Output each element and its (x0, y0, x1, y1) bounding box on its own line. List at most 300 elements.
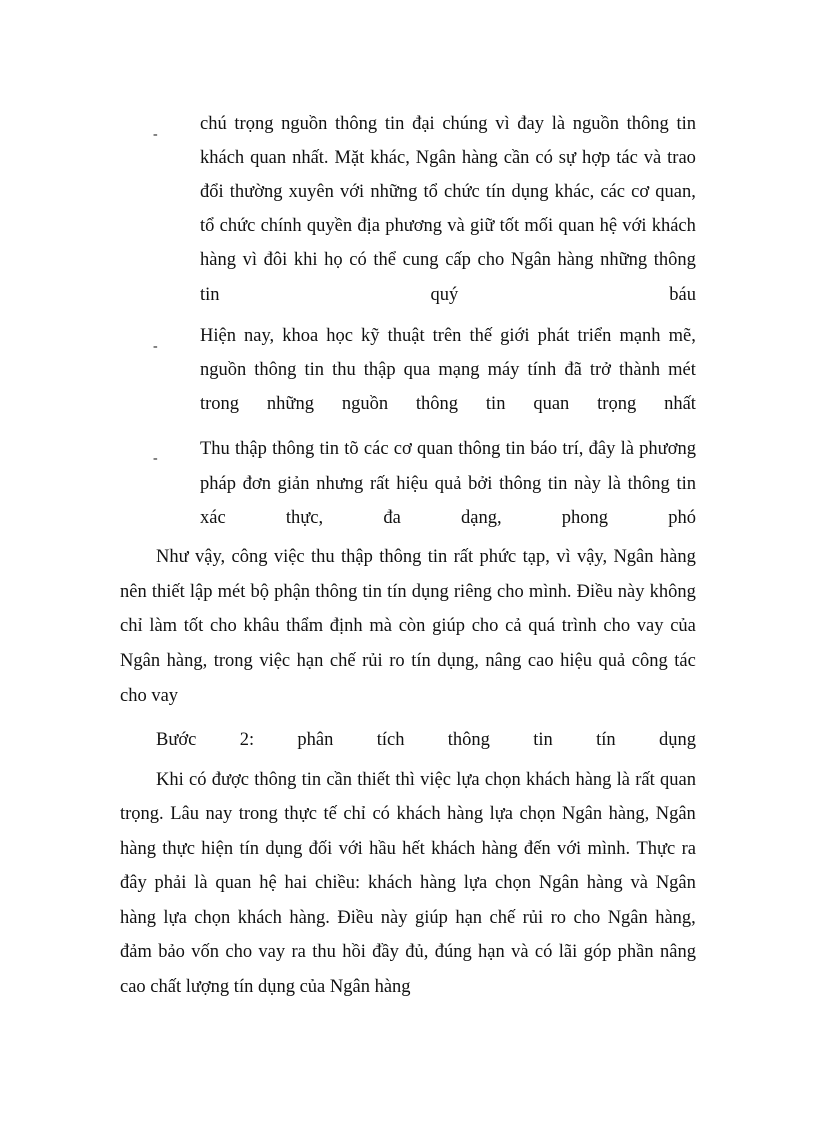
word: giúp (414, 908, 448, 928)
word: là (616, 770, 631, 790)
word: vì (556, 547, 571, 567)
word: Ngân (655, 804, 696, 824)
word: xuyên (288, 182, 334, 202)
word: thì (395, 770, 415, 790)
word: Lâu (170, 804, 199, 824)
word: chọn (519, 804, 556, 824)
word: phức (479, 547, 517, 567)
word: cho (210, 616, 237, 636)
word: dạng, (460, 508, 502, 528)
word: nguồn (200, 360, 247, 380)
bullet-line (200, 393, 696, 415)
word: phương (385, 216, 443, 236)
word: những (370, 182, 418, 202)
word: không (649, 582, 696, 602)
word: thập (363, 360, 396, 380)
word: Ngân (510, 250, 551, 270)
word: tin (304, 360, 325, 380)
word: thường (229, 182, 283, 202)
word: khác, (554, 182, 595, 202)
paragraph-line (120, 872, 696, 894)
word: hai (284, 873, 308, 893)
word: phương (639, 439, 696, 459)
word: báu (669, 285, 696, 305)
word: bảo (158, 942, 185, 962)
word: báo (530, 439, 558, 459)
word: đại (412, 114, 435, 134)
paragraph-line (120, 941, 696, 963)
word: bộ (250, 582, 269, 602)
word: tín (387, 582, 407, 602)
word: vay (258, 942, 286, 962)
word: cần (326, 770, 353, 790)
bullet-line (200, 147, 696, 169)
section-heading (156, 729, 696, 751)
word: khách (200, 148, 245, 168)
word: phải (154, 873, 187, 893)
word: chức (219, 216, 256, 236)
word: đảm (120, 942, 152, 962)
word: tin (505, 439, 526, 459)
word: pháp (200, 474, 236, 494)
word: hàng (120, 839, 156, 859)
word: Thực (636, 839, 676, 859)
word: cho (471, 616, 499, 636)
word: đầy (372, 942, 399, 962)
word: hàng (659, 547, 696, 567)
word: quý (430, 285, 459, 305)
word: tin (676, 474, 696, 494)
word: dụng (411, 582, 449, 602)
word: tốt (499, 216, 520, 236)
word: trình (561, 616, 597, 636)
word: tin (200, 285, 220, 305)
word: trao (667, 148, 696, 168)
word: tín (239, 839, 259, 859)
word: hàng (120, 908, 156, 928)
word: vay (636, 616, 664, 636)
word: phong (561, 508, 609, 528)
word: đa (383, 508, 401, 528)
word: khách (526, 770, 571, 790)
word: lựa (456, 770, 480, 790)
word: kỹ (361, 326, 380, 346)
word: nên (120, 582, 147, 602)
paragraph-line: cho vay (120, 686, 179, 706)
word: tin (319, 439, 340, 459)
word: hiện (201, 839, 234, 859)
word: tính (527, 360, 557, 380)
word: hàng, (608, 804, 650, 824)
word: các (363, 439, 389, 459)
word: trong (213, 651, 253, 671)
word: Mặt (334, 148, 365, 168)
word: thông (254, 770, 297, 790)
word: thực, (285, 508, 324, 528)
word: dụng (265, 839, 303, 859)
word: thu (332, 360, 356, 380)
word: hàng (461, 148, 498, 168)
word: quan (417, 439, 453, 459)
word: tốt (183, 616, 204, 636)
bullet-line (200, 325, 696, 347)
word: thông (447, 730, 490, 750)
word: thể (373, 250, 396, 270)
word: hồi (342, 942, 366, 962)
word: nay, (244, 326, 275, 346)
word: Ngân (607, 908, 648, 928)
word: lập (189, 582, 213, 602)
word: hàng (586, 873, 623, 893)
word: chính (260, 216, 302, 236)
word: khách (396, 804, 441, 824)
word: máy (487, 360, 520, 380)
word: Hiện (200, 326, 236, 346)
word: lựa (163, 908, 187, 928)
word: đến (523, 839, 551, 859)
word: cao (527, 651, 554, 671)
word: mình. (587, 839, 631, 859)
word: vốn (191, 942, 220, 962)
word: cơ (393, 439, 412, 459)
word: với (338, 839, 363, 859)
word: việc (259, 651, 291, 671)
bullet-marker: - (153, 127, 158, 142)
word: vì (242, 250, 257, 270)
word: nguồn (341, 394, 389, 414)
word: dụng, (437, 651, 479, 671)
word: là (620, 439, 634, 459)
word: quan (250, 148, 287, 168)
word: tin (547, 474, 568, 494)
paragraph-line (120, 650, 696, 672)
word: này (380, 908, 408, 928)
word: thuật (387, 326, 425, 346)
word: mạnh (619, 326, 661, 346)
word: định (329, 616, 363, 636)
word: ro (550, 908, 567, 928)
word: nhất (664, 394, 696, 414)
word: và (630, 873, 648, 893)
word: khách (651, 216, 696, 236)
word: hàng (575, 770, 612, 790)
word: giới (500, 326, 530, 346)
word: chọn (194, 908, 231, 928)
word: phó (668, 508, 696, 528)
word: phát (537, 326, 570, 346)
word: rất (453, 547, 474, 567)
word: việc (273, 547, 305, 567)
word: này (617, 582, 645, 602)
paragraph-line: cao chất lượng tín dụng của Ngân hàng (120, 977, 411, 997)
bullet-line (200, 284, 696, 306)
word: việc (420, 770, 451, 790)
word: này (574, 474, 601, 494)
word: cung (402, 250, 439, 270)
bullet-marker: - (153, 451, 158, 466)
word: thông (335, 114, 378, 134)
word: tin (384, 114, 405, 134)
word: rủi (522, 908, 544, 928)
bullet-line (200, 473, 696, 495)
word: lựa (489, 804, 514, 824)
word: chọn (495, 873, 531, 893)
word: hệ (599, 216, 618, 236)
word: hàng (200, 250, 236, 270)
word: chế (489, 908, 516, 928)
word: tin (676, 114, 696, 134)
word: dụng (658, 730, 696, 750)
word: cho (477, 250, 505, 270)
word: thẩm (286, 616, 324, 636)
word: có (535, 148, 553, 168)
word: rất (635, 770, 655, 790)
word: khoa (282, 326, 319, 346)
word: Ngân (562, 804, 603, 824)
word: hàng (447, 804, 484, 824)
word: cho (573, 908, 601, 928)
word: thiết (151, 582, 185, 602)
word: đôi (263, 250, 288, 270)
word: có (188, 770, 207, 790)
word: quan (660, 770, 696, 790)
word: cả (505, 616, 522, 636)
word: cho (497, 582, 524, 602)
word: tổ (200, 216, 215, 236)
paragraph-line (120, 907, 696, 929)
word: chỉ (120, 616, 143, 636)
word: trí, (562, 439, 584, 459)
word: trở (589, 360, 611, 380)
word: nay (205, 804, 233, 824)
word: tín (411, 651, 431, 671)
word: khâu (243, 616, 280, 636)
word: tổ (423, 182, 438, 202)
word: đơn (242, 474, 271, 494)
word: nguồn (281, 114, 328, 134)
word: thu (311, 547, 335, 567)
bullet-line (200, 249, 696, 271)
word: và (511, 942, 529, 962)
word: lãi (558, 942, 578, 962)
word: mà (369, 616, 392, 636)
word: trên (432, 326, 462, 346)
word: thông (415, 394, 459, 414)
bullet-line (200, 507, 696, 529)
word: tác (616, 148, 638, 168)
word: hàng (481, 839, 518, 859)
word: Ngân (120, 651, 161, 671)
word: đây (588, 439, 616, 459)
word: thông (458, 439, 501, 459)
word: có (534, 942, 553, 962)
word: hết (402, 839, 425, 859)
word: quyền (306, 216, 353, 236)
word: lựa (463, 873, 488, 893)
word: có (349, 250, 367, 270)
word: hợp (581, 148, 611, 168)
word: giản (277, 474, 310, 494)
word: và (643, 148, 662, 168)
word: nhưng (316, 474, 364, 494)
word: mình. (528, 582, 572, 602)
word: vì (495, 114, 510, 134)
word: tin (301, 770, 322, 790)
word: hiệu (560, 651, 592, 671)
word: thông (627, 474, 670, 494)
word: thu (312, 942, 336, 962)
word: đối (308, 839, 333, 859)
word: đủ, (405, 942, 429, 962)
word: chúng (442, 114, 488, 134)
word: nguồn (572, 114, 619, 134)
word: tế (323, 804, 337, 824)
word: tích (376, 730, 405, 750)
word: hầu (369, 839, 396, 859)
word: cơ (631, 182, 650, 202)
word: khách (431, 839, 476, 859)
word: hàng. (289, 908, 330, 928)
word: khách (237, 908, 282, 928)
word: tõ (344, 439, 359, 459)
word: chỉ (343, 804, 366, 824)
word: Ngân (655, 873, 696, 893)
paragraph-line (120, 615, 696, 637)
word: Điều (337, 908, 374, 928)
word: hàng (420, 873, 456, 893)
word: thông (315, 582, 358, 602)
word: là (194, 873, 208, 893)
word: tin (533, 730, 553, 750)
word: chiều: (314, 873, 361, 893)
word: hàng, (655, 908, 696, 928)
word: tin (362, 582, 382, 602)
word: thông (254, 360, 297, 380)
word: giữ (469, 216, 495, 236)
word: quan (533, 394, 570, 414)
word: thành (618, 360, 661, 380)
paragraph-line (156, 769, 696, 791)
word: thực (162, 839, 195, 859)
word: những (600, 250, 648, 270)
word: hệ (259, 873, 277, 893)
word: và (447, 216, 465, 236)
word: Như (156, 547, 189, 567)
word: phận (274, 582, 311, 602)
word: đã (564, 360, 582, 380)
word: sự (558, 148, 577, 168)
word: triển (577, 326, 612, 346)
word: riêng (453, 582, 492, 602)
word: công (631, 651, 668, 671)
paragraph-line (120, 803, 696, 825)
bullet-marker: - (153, 339, 158, 354)
word: cho (225, 942, 253, 962)
word: dụng (511, 182, 549, 202)
word: mét (668, 360, 696, 380)
word: tin (485, 394, 506, 414)
word: hiệu (396, 474, 429, 494)
word: giúp (432, 616, 466, 636)
word: đay (517, 114, 545, 134)
word: với (556, 839, 582, 859)
word: quả (598, 651, 626, 671)
word: Thu (200, 439, 230, 459)
word: qua (403, 360, 431, 380)
word: tin (427, 547, 448, 567)
word: mét (217, 582, 246, 602)
word: quan (215, 873, 252, 893)
bullet-line (200, 181, 696, 203)
word: đây (120, 873, 147, 893)
word: thực (284, 804, 317, 824)
word: hạn (478, 942, 505, 962)
word: hàng, (166, 651, 208, 671)
bullet-line (200, 215, 696, 237)
word: Ngân (415, 148, 456, 168)
word: thông (272, 439, 315, 459)
word: làm (149, 616, 178, 636)
word: ro (389, 651, 405, 671)
word: quan (558, 216, 595, 236)
word: xác (200, 508, 226, 528)
word: của (670, 616, 696, 636)
word: là (607, 474, 621, 494)
word: với (622, 216, 647, 236)
word: là (551, 114, 566, 134)
word: nhất. (292, 148, 329, 168)
word: rủi (362, 651, 383, 671)
word: Điều (576, 582, 613, 602)
word: thập (235, 439, 267, 459)
word: chọn (484, 770, 521, 790)
bullet-line (200, 438, 696, 460)
word: trọng (597, 394, 637, 414)
word: góp (583, 942, 612, 962)
word: cần (503, 148, 530, 168)
word: quả (434, 474, 462, 494)
word: vậy, (195, 547, 226, 567)
word: đúng (434, 942, 472, 962)
bullet-line (200, 113, 696, 135)
word: thế (469, 326, 493, 346)
word: nâng (485, 651, 522, 671)
word: quan, (655, 182, 696, 202)
word: được (211, 770, 249, 790)
word: hàng (557, 250, 594, 270)
word: địa (357, 216, 380, 236)
word: cấp (445, 250, 471, 270)
word: thông (499, 474, 542, 494)
paragraph-line (156, 546, 696, 568)
word: với (339, 182, 365, 202)
word: hạn (296, 651, 324, 671)
word: nâng (659, 942, 696, 962)
word: mẽ, (668, 326, 696, 346)
word: tín (596, 730, 616, 750)
word: có (372, 804, 390, 824)
word: trọng (234, 114, 274, 134)
word: mạng (438, 360, 480, 380)
word: các (600, 182, 626, 202)
bullet-line (200, 359, 696, 381)
word: quá (528, 616, 555, 636)
word: họ (324, 250, 343, 270)
word: tín (485, 182, 506, 202)
word: đổi (200, 182, 224, 202)
word: khi (293, 250, 318, 270)
word: công (231, 547, 268, 567)
